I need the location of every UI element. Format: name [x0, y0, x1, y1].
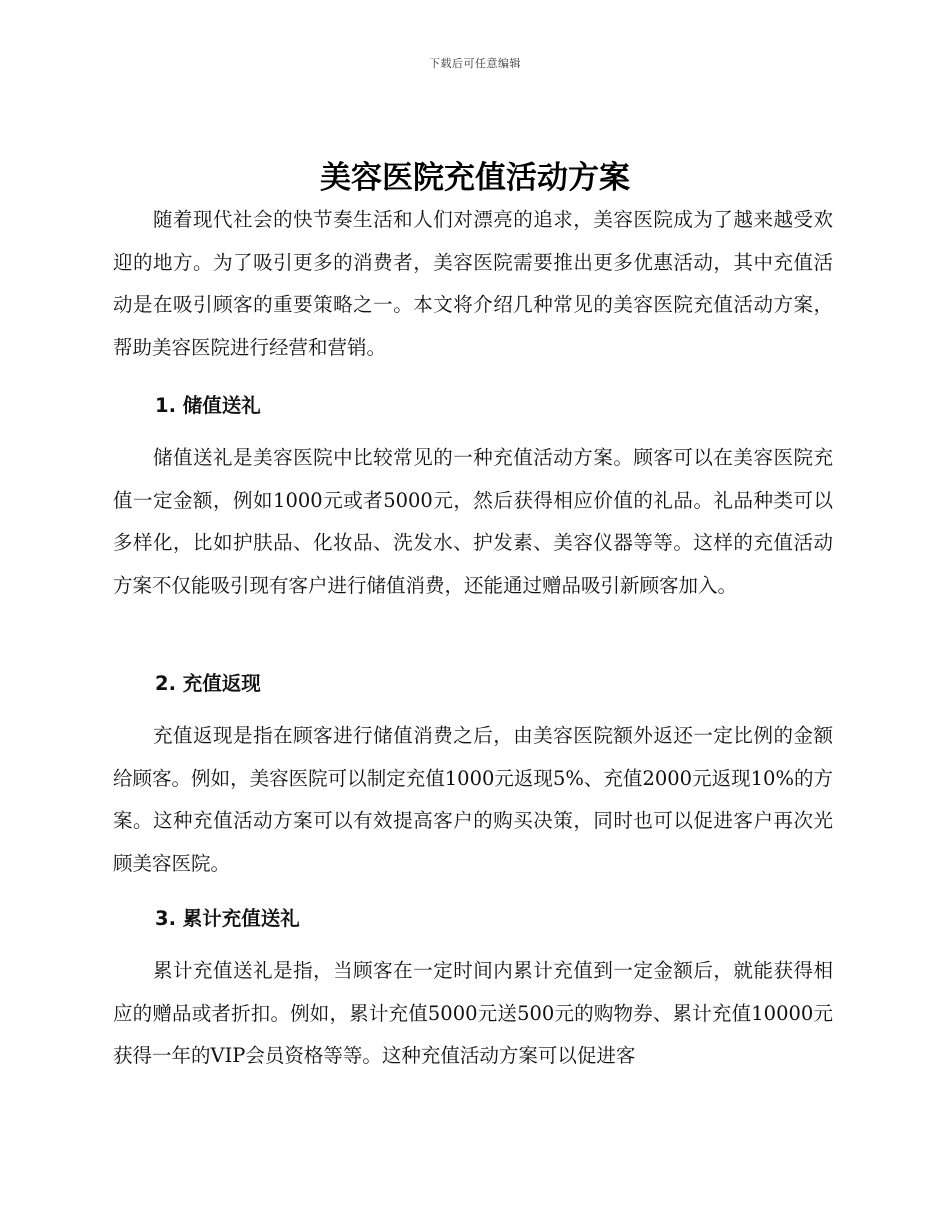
- section-body-2: 充值返现是指在顾客进行储值消费之后，由美容医院额外返还一定比例的金额给顾客。例如，美容医院可以制定充值1000元返现5%、充值2000元返现10%的方案。这种充值活动方案可以有效提高客户的购买决策，同时也可以促进客户再次光顾美容医院。: [113, 724, 833, 875]
- section-body-3: 累计充值送礼是指，当顾客在一定时间内累计充值到一定金额后，就能获得相应的赠品或者折扣。例如，累计充值5000元送500元的购物券、累计充值10000元获得一年的VIP会员资格等等。这种充值活动方案可以促进客: [113, 959, 833, 1067]
- section-heading-3: 3. 累计充值送礼: [155, 907, 300, 930]
- page-title: 美容医院充值活动方案: [320, 160, 630, 196]
- section-heading-1: 1. 储值送礼: [155, 394, 261, 417]
- intro-paragraph: 随着现代社会的快节奏生活和人们对漂亮的追求，美容医院成为了越来越受欢迎的地方。为了吸引更多的消费者，美容医院需要推出更多优惠活动，其中充值活动是在吸引顾客的重要策略之一。本文将介绍几种常见的美容医院充值活动方案，帮助美容医院进行经营和营销。: [113, 208, 833, 359]
- section-body-1: 储值送礼是美容医院中比较常见的一种充值活动方案。顾客可以在美容医院充值一定金额，例如1000元或者5000元，然后获得相应价值的礼品。礼品种类可以多样化，比如护肤品、化妆品、洗发水、护发素、美容仪器等等。这样的充值活动方案不仅能吸引现有客户进行储值消费，还能通过赠品吸引新顾客加入。: [113, 446, 833, 597]
- section-heading-2: 2. 充值返现: [155, 672, 261, 695]
- header-note: 下载后可任意编辑: [429, 57, 521, 70]
